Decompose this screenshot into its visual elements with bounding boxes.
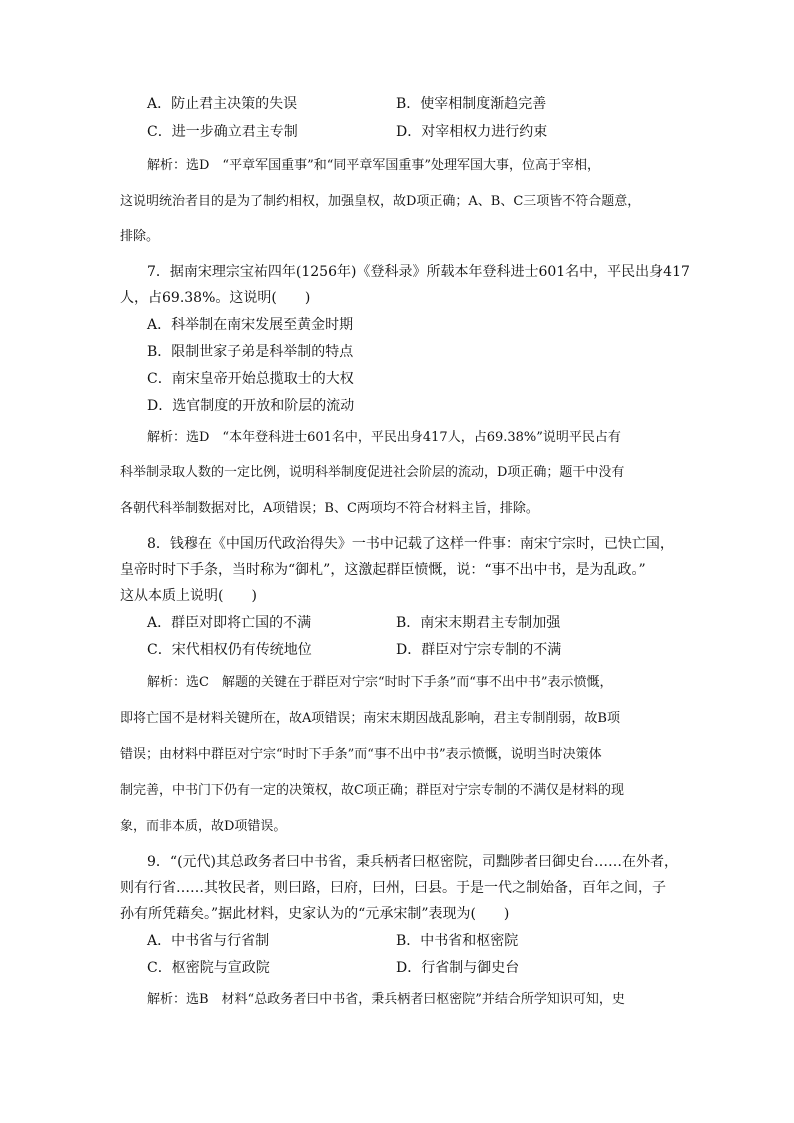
q7-option-d: D．选官制度的开放和阶层的流动 [147,398,355,414]
q8-analysis-line: 解析：选C 解题的关键在于群臣对宁宗“时时下手条”而“事不出中书”表示愤慨， [147,675,613,690]
q8-analysis-line: 象，而非本质，故D项错误。 [120,819,287,834]
q8-option-a: A．群臣对即将亡国的不满 [147,615,312,631]
q6-analysis-line: 解析：选D “平章军国重事”和“同平章军国重事”处理军国大事，位高于宰相， [147,158,601,173]
q6-option-d: D．对宰相权力进行约束 [396,124,548,140]
q9-option-a: A．中书省与行省制 [147,933,270,949]
q9-stem-line: 9．“(元代)其总政务者曰中书省，秉兵柄者曰枢密院，司黜陟者曰御史台……在外者， [147,854,678,870]
q6-option-a: A．防止君主决策的失误 [147,96,298,112]
q7-analysis-line: 解析：选D “本年登科进士601名中，平民出身417人，占69.38%”说明平民占有 [147,430,621,445]
q8-stem-line: 8．钱穆在《中国历代政治得失》一书中记载了这样一件事：南宋宁宗时，已快亡国， [147,536,674,552]
q9-stem-line: 孙有所凭藉矣。”据此材料，史家认为的“元承宋制”表现为( ) [120,906,510,922]
q9-stem-line: 则有行省……其牧民者，则曰路，曰府，曰州，曰县。于是一代之制始备，百年之间，子 [120,880,666,896]
q7-analysis-line: 科举制录取人数的一定比例，说明科举制度促进社会阶层的流动，D项正确；题干中没有 [120,465,625,480]
q9-option-b: B．中书省和枢密院 [396,933,519,949]
q8-analysis-line: 制完善，中书门下仍有一定的决策权，故C项正确；群臣对宁宗专制的不满仅是材料的现 [120,783,624,798]
q7-analysis-line: 各朝代科举制数据对比，A项错误；B、C两项均不符合材料主旨，排除。 [120,501,539,516]
q6-option-c: C．进一步确立君主专制 [147,124,298,140]
q8-analysis-line: 错误；由材料中群臣对宁宗“时时下手条”而“事不出中书”表示愤慨，说明当时决策体 [120,747,602,762]
q8-option-d: D．群臣对宁宗专制的不满 [396,642,562,658]
q7-option-b: B．限制世家子弟是科举制的特点 [147,344,354,360]
q8-option-c: C．宋代相权仍有传统地位 [147,642,312,658]
q8-analysis-line: 即将亡国不是材料关键所在，故A项错误；南宋末期因战乱影响，君主专制削弱，故B项 [120,711,620,726]
q8-stem-line: 皇帝时时下手条，当时称为“御札”，这激起群臣愤慨，说：“事不出中书，是为乱政。” [120,562,646,578]
q7-stem-line: 7．据南宋理宗宝祐四年(1256年)《登科录》所载本年登科进士601名中，平民出身417 [147,264,690,280]
q9-analysis-line: 解析：选B 材料“总政务者曰中书省，秉兵柄者曰枢密院”并结合所学知识可知，史 [147,992,625,1007]
q7-option-c: C．南宋皇帝开始总揽取士的大权 [147,371,354,387]
q7-stem-line: 人，占69.38%。这说明( ) [120,290,311,306]
q6-analysis-line: 这说明统治者目的是为了制约相权，加强皇权，故D项正确；A、B、C三项皆不符合题意， [120,194,641,209]
q6-analysis-line: 排除。 [120,229,160,244]
q9-option-c: C．枢密院与宣政院 [147,960,270,976]
q7-option-a: A．科举制在南宋发展至黄金时期 [147,317,354,333]
q6-option-b: B．使宰相制度渐趋完善 [396,96,547,112]
q8-stem-line: 这从本质上说明( ) [120,588,257,604]
q8-option-b: B．南宋末期君主专制加强 [396,615,561,631]
q9-option-d: D．行省制与御史台 [396,960,520,976]
